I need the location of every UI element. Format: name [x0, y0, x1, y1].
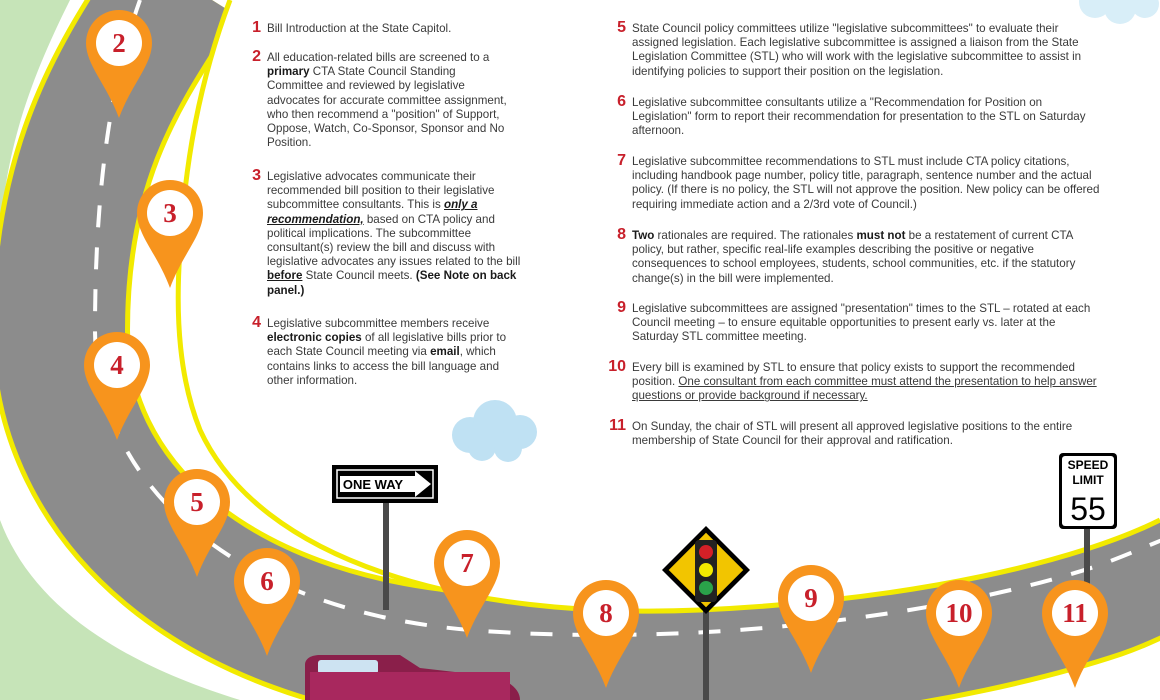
step-text	[604, 420, 1100, 448]
step-text	[604, 361, 1100, 404]
step-text-part: primary	[267, 65, 310, 79]
step-text	[612, 22, 1100, 79]
step-text-part: All education-related bills are screened to a	[267, 51, 490, 64]
step-text-part: electronic copies	[267, 331, 362, 345]
step-6	[612, 93, 1100, 139]
step-text	[612, 229, 1100, 286]
pin-number: 5	[190, 487, 204, 517]
step-text-part: based on CTA policy and political implications. The subcommittee consultant(s) review the bill and discuss with legislative advocates any issues related to the bill	[267, 212, 521, 269]
step-text	[247, 317, 522, 388]
step-text	[247, 170, 522, 298]
step-number: 3	[252, 167, 261, 184]
step-text	[247, 51, 507, 150]
step-number: 1	[252, 19, 261, 36]
step-7	[612, 152, 1100, 212]
step-3	[247, 167, 522, 298]
step-text-part: of all legislative bills prior to each State Council meeting via	[267, 331, 507, 359]
step-text-part: On Sunday, the chair of STL will present all approved legislative positions to the entire membership of State Council for their approval and ratification.	[632, 420, 1073, 448]
step-text-part: State Council meets.	[302, 269, 416, 283]
pin-number: 10	[945, 598, 973, 628]
step-1	[247, 19, 507, 36]
step-text-part: before	[267, 269, 303, 283]
step-text-part: Legislative subcommittees are assigned "presentation" times to the STL – rotated at each Council meeting – to ensure equitable opportunities to present early vs. later at the Saturday STL committee meeting.	[632, 302, 1091, 344]
step-text-part: only a recommendation,	[267, 198, 478, 226]
speed-title-2: LIMIT	[1072, 473, 1104, 487]
step-number: 4	[252, 314, 261, 331]
step-10	[604, 358, 1100, 404]
step-text-part: Every bill is examined by STL to ensure that policy exists to support the recommended position.	[632, 361, 1075, 389]
step-text-part: Legislative subcommittee recommendations to STL must include CTA policy citations, including handbook page number, policy title, paragraph, sentence number and the actual policy. (If there is no policy, the STL will not approve the position. New policy can be offered requiring immediate action and a 2/3rd vote of Council.)	[632, 155, 1100, 211]
one-way-label: ONE WAY	[342, 477, 404, 492]
step-number: 9	[617, 299, 626, 316]
step-text-part: One consultant from each committee must attend the presentation to help answer questions or provide background if necessary.	[632, 375, 1097, 403]
pin-number: 11	[1062, 598, 1088, 628]
step-8	[612, 226, 1100, 286]
pin-number: 3	[163, 198, 177, 228]
step-text-part: (See Note on back panel.)	[267, 269, 517, 297]
step-number: 8	[617, 226, 626, 243]
pin-number: 2	[112, 28, 126, 58]
step-number: 5	[617, 19, 626, 36]
speed-value: 55	[1070, 491, 1106, 527]
step-2	[247, 48, 507, 150]
speed-title-1: SPEED	[1067, 458, 1109, 472]
pin-number: 9	[804, 583, 818, 613]
pin-number: 4	[110, 350, 124, 380]
step-4	[247, 314, 522, 388]
step-9	[612, 299, 1100, 345]
step-text	[612, 155, 1100, 212]
step-text-part: must not	[856, 229, 906, 242]
step-number: 7	[617, 152, 626, 169]
step-text-part: Bill Introduction at the State Capitol.	[267, 22, 452, 35]
step-text	[612, 96, 1100, 139]
step-text-part: Legislative subcommittee consultants utilize a "Recommendation for Position on Legislation" form to report their recommendation for presentation to the STL on Saturday afternoon.	[632, 96, 1086, 138]
pin-number: 6	[260, 566, 274, 596]
step-text	[612, 302, 1100, 345]
step-text-part: Legislative advocates communicate their recommended bill position to their legislative subcommittee consultants. This is	[267, 170, 495, 212]
step-text-part: , which contains links to access the bill language and other information.	[267, 345, 500, 387]
pin-number: 7	[460, 548, 474, 578]
step-text-part: email	[430, 345, 460, 359]
step-number: 11	[609, 417, 626, 434]
step-number: 2	[252, 48, 261, 65]
step-text-part: Two	[632, 229, 655, 242]
step-text-part: rationales are required. The rationales	[654, 229, 857, 242]
step-number: 6	[617, 93, 626, 110]
step-number: 10	[608, 358, 626, 375]
step-11	[604, 417, 1100, 448]
step-text-part: Legislative subcommittee members receive	[267, 317, 490, 330]
step-text	[247, 22, 507, 36]
step-text-part: be a restatement of current CTA policy, but rather, specific real-life examples describing the positive or negative consequences to school employees, students, school communities, etc. if the statutory change(s) in the bill were implemented.	[632, 229, 1076, 285]
step-5	[612, 19, 1100, 79]
pin-number: 8	[599, 598, 613, 628]
step-text-part: CTA State Council Standing Committee and reviewed by legislative advocates for accurate committee assignment, who then recommend a "position" of Support, Oppose, Watch, Co-Sponsor, Sponsor and No Position.	[267, 65, 507, 150]
step-text-part: State Council policy committees utilize "legislative subcommittees" to evaluate their assigned legislation. Each legislative subcommittee is assigned a liaison from the State Legislation Committee (STL) who will work with the legislative subcommittee to assist in identifying policies to support their position on the legislation.	[632, 22, 1082, 78]
